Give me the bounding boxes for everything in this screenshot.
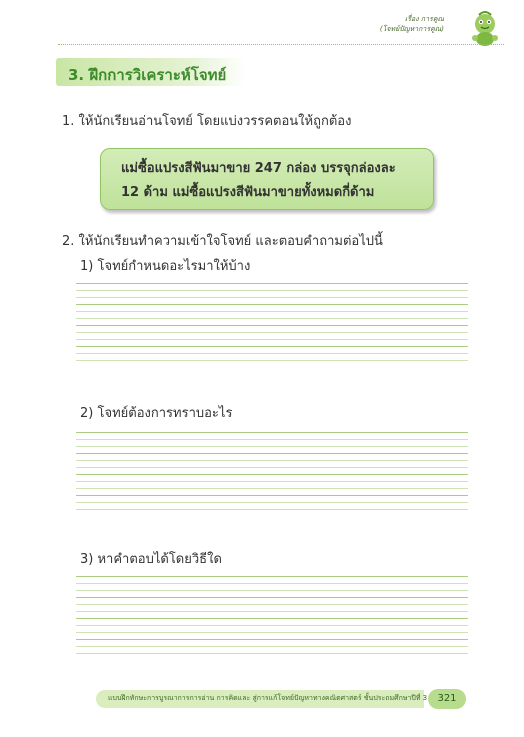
sub-question-2: 2) โจทย์ต้องการทราบอะไร [80, 406, 233, 421]
page-number: 321 [428, 689, 466, 709]
question-1: 1. ให้นักเรียนอ่านโจทย์ โดยแบ่งวรรคตอนให้ถูกต้อง [62, 114, 352, 129]
sub-question-1: 1) โจทย์กำหนดอะไรมาให้บ้าง [80, 259, 251, 274]
footer-text: แบบฝึกทักษะการบูรณาการการอ่าน การคิดและ สู่การแก้โจทย์ปัญหาทางคณิตศาสตร์ ชั้นประถมศึกษาปีที่ 3 [108, 694, 428, 702]
sub-question-3: 3) หาคำตอบได้โดยวิธีใด [80, 552, 222, 567]
header-subtopic: (โจทย์ปัญหาการคูณ) [379, 25, 444, 33]
mascot-icon [466, 10, 504, 48]
section-title: 3. ฝึกการวิเคราะห์โจทย์ [68, 66, 227, 84]
answer-lines-2[interactable] [76, 432, 468, 516]
problem-box [100, 148, 434, 210]
problem-line-1: แม่ซื้อแปรงสีฟันมาขาย 247 กล่อง บรรจุกล่องละ [121, 161, 396, 176]
question-2: 2. ให้นักเรียนทำความเข้าใจโจทย์ และตอบคำถามต่อไปนี้ [62, 234, 383, 249]
page-header [380, 14, 444, 34]
header-topic: เรื่อง การคูณ [404, 15, 444, 23]
problem-line-2: 12 ด้าม แม่ซื้อแปรงสีฟันมาขายทั้งหมดกี่ด้าม [121, 185, 375, 200]
answer-lines-3[interactable] [76, 576, 468, 660]
answer-lines-1[interactable] [76, 283, 468, 367]
header-divider [58, 44, 504, 45]
section-title-bar [56, 58, 246, 86]
footer-band [96, 690, 428, 708]
